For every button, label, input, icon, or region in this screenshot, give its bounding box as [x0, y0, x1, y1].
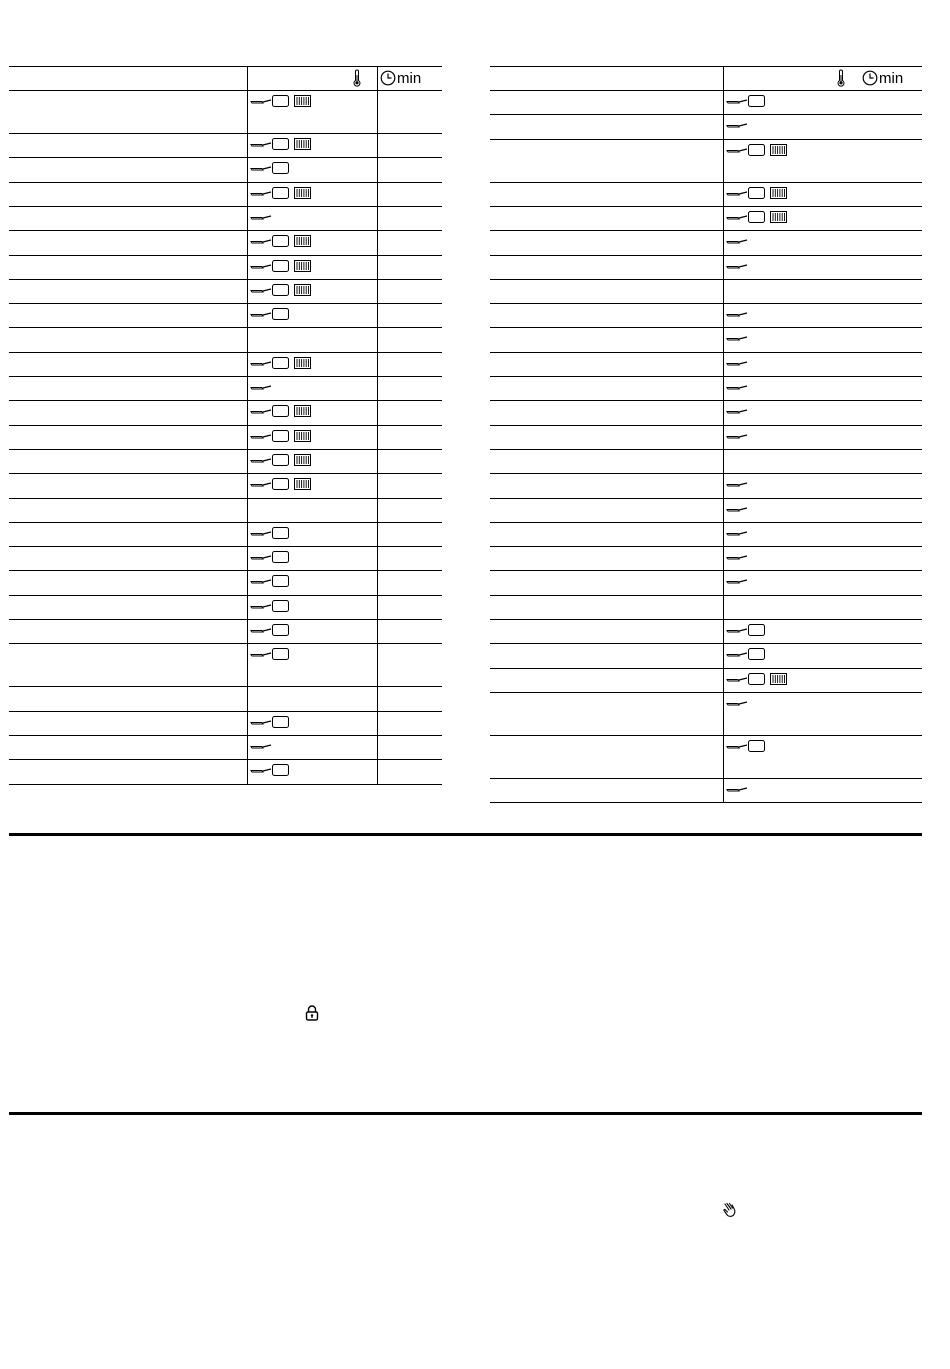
table-row	[490, 206, 922, 230]
pan-icon	[726, 404, 748, 418]
table-row	[490, 303, 922, 327]
pan-icon	[726, 477, 748, 491]
pan-icon	[250, 599, 272, 613]
baking-tray-icon	[271, 574, 291, 588]
pan-icon	[250, 763, 272, 777]
baking-tray-icon	[271, 763, 291, 777]
table-top-border	[490, 66, 922, 67]
pan-icon	[726, 143, 748, 157]
baking-tray-icon	[747, 186, 767, 200]
table-row	[490, 735, 922, 778]
clock-icon	[380, 70, 396, 91]
table-row	[490, 546, 922, 570]
baking-tray-icon	[271, 647, 291, 661]
wire-rack-icon	[293, 429, 313, 443]
table-row	[490, 139, 922, 182]
table-row	[490, 473, 922, 497]
time-unit-label: min	[397, 70, 422, 87]
column-separator	[377, 66, 378, 784]
wire-rack-icon	[293, 356, 313, 370]
pan-icon	[250, 715, 272, 729]
baking-tray-icon	[271, 453, 291, 467]
baking-tray-icon	[271, 623, 291, 637]
pan-icon	[726, 186, 748, 200]
table-row	[490, 619, 922, 643]
pan-icon	[726, 526, 748, 540]
pan-icon	[250, 477, 272, 491]
table-row	[490, 400, 922, 424]
pan-icon	[726, 623, 748, 637]
hand-icon	[722, 1202, 738, 1223]
table-row	[490, 570, 922, 594]
baking-tray-icon	[271, 429, 291, 443]
wire-rack-icon	[293, 453, 313, 467]
pan-icon	[726, 331, 748, 345]
baking-tray-icon	[747, 210, 767, 224]
table-row	[490, 643, 922, 667]
baking-tray-icon	[271, 161, 291, 175]
cooking-table-right	[490, 66, 922, 802]
pan-icon	[250, 380, 272, 394]
baking-tray-icon	[271, 599, 291, 613]
baking-tray-icon	[271, 94, 291, 108]
baking-tray-icon	[271, 404, 291, 418]
clock-icon	[862, 70, 878, 91]
table-row	[490, 279, 922, 303]
pan-icon	[250, 404, 272, 418]
baking-tray-icon	[271, 283, 291, 297]
section-divider	[9, 1112, 922, 1115]
table-row	[490, 425, 922, 449]
table-row	[490, 352, 922, 376]
baking-tray-icon	[271, 526, 291, 540]
pan-icon	[250, 429, 272, 443]
table-row	[490, 182, 922, 206]
table-row	[490, 522, 922, 546]
table-row	[490, 595, 922, 619]
pan-icon	[250, 623, 272, 637]
pan-icon	[726, 94, 748, 108]
thermometer-icon	[836, 69, 846, 92]
wire-rack-icon	[293, 186, 313, 200]
baking-tray-icon	[271, 307, 291, 321]
row-border	[9, 784, 442, 785]
pan-icon	[250, 234, 272, 248]
section-divider	[9, 833, 922, 836]
pan-icon	[726, 429, 748, 443]
wire-rack-icon	[769, 672, 789, 686]
baking-tray-icon	[271, 356, 291, 370]
wire-rack-icon	[293, 234, 313, 248]
table-row	[490, 498, 922, 522]
baking-tray-icon	[271, 550, 291, 564]
thermometer-icon	[352, 69, 362, 92]
pan-icon	[250, 161, 272, 175]
pan-icon	[250, 526, 272, 540]
pan-icon	[726, 550, 748, 564]
table-row	[490, 327, 922, 351]
pan-icon	[726, 647, 748, 661]
baking-tray-icon	[271, 186, 291, 200]
pan-icon	[726, 782, 748, 796]
wire-rack-icon	[769, 186, 789, 200]
table-row	[490, 114, 922, 138]
table-row	[490, 90, 922, 114]
pan-icon	[250, 739, 272, 753]
pan-icon	[726, 502, 748, 516]
pan-icon	[726, 356, 748, 370]
pan-icon	[250, 453, 272, 467]
pan-icon	[250, 259, 272, 273]
pan-icon	[250, 356, 272, 370]
wire-rack-icon	[293, 283, 313, 297]
baking-tray-icon	[747, 739, 767, 753]
table-row	[490, 692, 922, 735]
table-row	[490, 255, 922, 279]
baking-tray-icon	[271, 137, 291, 151]
pan-icon	[726, 574, 748, 588]
baking-tray-icon	[271, 715, 291, 729]
pan-icon	[250, 574, 272, 588]
baking-tray-icon	[747, 647, 767, 661]
pan-icon	[726, 672, 748, 686]
baking-tray-icon	[747, 143, 767, 157]
wire-rack-icon	[293, 404, 313, 418]
table-row	[490, 376, 922, 400]
pan-icon	[726, 234, 748, 248]
pan-icon	[726, 739, 748, 753]
pan-icon	[726, 380, 748, 394]
pan-icon	[250, 210, 272, 224]
wire-rack-icon	[769, 143, 789, 157]
pan-icon	[726, 696, 748, 710]
pan-icon	[250, 94, 272, 108]
baking-tray-icon	[747, 672, 767, 686]
pan-icon	[726, 259, 748, 273]
table-row	[490, 449, 922, 473]
pan-icon	[250, 550, 272, 564]
pan-icon	[726, 118, 748, 132]
table-row	[490, 230, 922, 254]
column-separator	[247, 66, 248, 784]
baking-tray-icon	[271, 259, 291, 273]
baking-tray-icon	[747, 94, 767, 108]
pan-icon	[250, 186, 272, 200]
baking-tray-icon	[271, 477, 291, 491]
table-row	[490, 668, 922, 692]
baking-tray-icon	[747, 623, 767, 637]
table-row	[490, 778, 922, 802]
wire-rack-icon	[293, 259, 313, 273]
lock-icon	[305, 1005, 319, 1026]
pan-icon	[250, 647, 272, 661]
wire-rack-icon	[293, 94, 313, 108]
cooking-table-left	[9, 66, 442, 784]
pan-icon	[250, 137, 272, 151]
baking-tray-icon	[271, 234, 291, 248]
time-unit-label: min	[879, 70, 904, 87]
pan-icon	[726, 210, 748, 224]
column-separator	[723, 66, 724, 802]
row-border	[490, 802, 922, 803]
wire-rack-icon	[293, 477, 313, 491]
pan-icon	[726, 307, 748, 321]
pan-icon	[250, 307, 272, 321]
wire-rack-icon	[293, 137, 313, 151]
wire-rack-icon	[769, 210, 789, 224]
pan-icon	[250, 283, 272, 297]
